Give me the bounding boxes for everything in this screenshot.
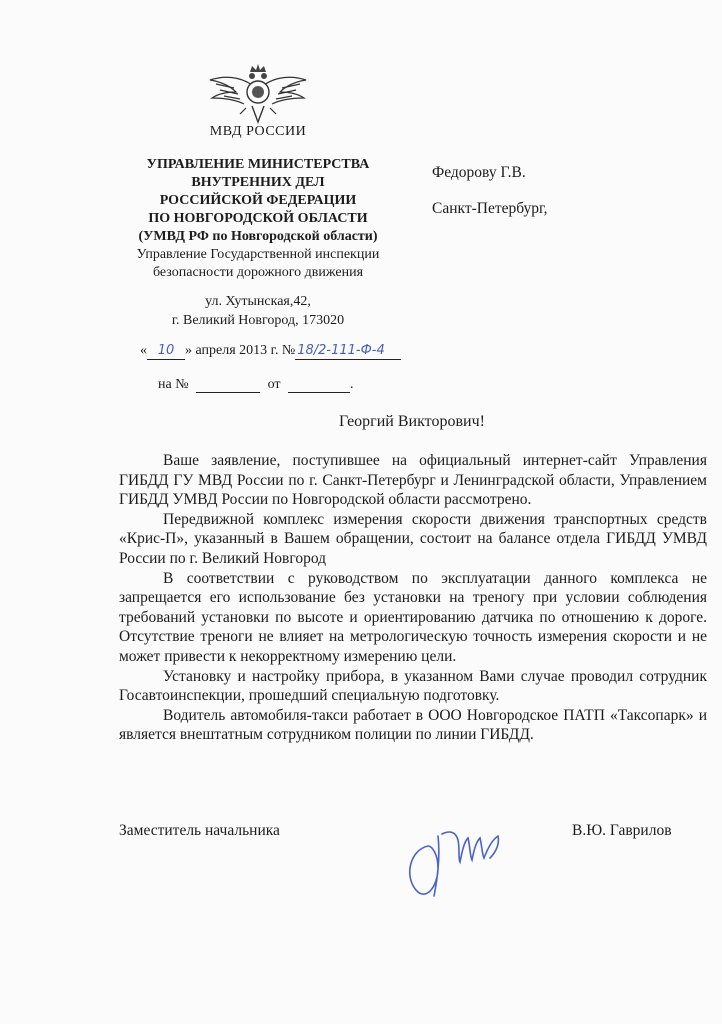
open-quote: « (140, 343, 147, 358)
org-line: (УМВД РФ по Новгородской области) (138, 229, 378, 244)
date-number-line (140, 343, 401, 360)
date-day-handwritten: 10 (157, 343, 175, 358)
body-paragraph: Ваше заявление, поступившее на официальный интернет-сайт Управления ГИБДД ГУ МВД России по г. Санкт-Петербург и Ленинградской области, Управлением ГИБДД УМВД России по Новгородской области рассмотрено. (119, 452, 707, 509)
signatory-title: Заместитель начальника (119, 822, 280, 839)
body-paragraph: Установку и настройку прибора, в указанном Вами случае проводил сотрудник Госавтоинспекции, прошедший специальную подготовку. (119, 667, 707, 705)
ministry-short-name: МВД РОССИИ (209, 124, 307, 139)
handwritten-signature-icon (398, 806, 508, 906)
body-paragraph: Передвижной комплекс измерения скорости движения транспортных средств «Крис-П», указанный в Вашем обращении, состоит на балансе отдела ГИБДД УМВД России по г. Великий Новгород (119, 510, 707, 567)
close-quote: » (185, 343, 192, 358)
ref-date-blank (288, 378, 350, 393)
body-paragraph: В соответствии с руководством по эксплуатации данного комплекса не запрещается его использование без установки на треногу при условии соблюдения требований установки по высоте и ориентированию датчика по отношению к дороге. Отсутствие треноги не влияет на метрологическую точность измерения скорости и не может привести к некорректному измерению цели. (119, 569, 707, 665)
dept-line: Управление Государственной инспекции (136, 247, 380, 262)
org-line: УПРАВЛЕНИЕ МИНИСТЕРСТВА (146, 157, 370, 172)
signatory-name: В.Ю. Гаврилов (572, 822, 672, 839)
address-street: ул. Хутынская,42, (205, 294, 311, 309)
org-line: ПО НОВГОРОДСКОЙ ОБЛАСТИ (148, 211, 368, 226)
body-paragraph: Водитель автомобиля-такси работает в ООО Новгородское ПАТП «Таксопарк» и является внештатным сотрудником полиции по линии ГИБДД. (119, 706, 707, 744)
salutation-row (0, 413, 722, 431)
ref-prefix: на № (158, 377, 189, 392)
addressee-name: Федорову Г.В. (432, 164, 526, 181)
letter-number-handwritten: 18/2-111-Ф-4 (297, 343, 385, 358)
ref-suffix: . (350, 377, 354, 392)
org-line: РОССИЙСКОЙ ФЕДЕРАЦИИ (159, 193, 357, 208)
salutation: Георгий Викторович! (339, 413, 485, 430)
addressee-city: Санкт-Петербург, (432, 200, 548, 217)
mvd-emblem-icon (206, 56, 310, 124)
org-line: ВНУТРЕННИХ ДЕЛ (191, 175, 325, 190)
address-city: г. Великий Новгород, 173020 (171, 313, 345, 328)
date-day-field (147, 343, 185, 360)
ref-number-blank (196, 378, 260, 393)
dept-line: безопасности дорожного движения (152, 265, 364, 280)
ref-from: от (267, 377, 281, 392)
letter-body (119, 451, 707, 745)
letter-number-field (295, 343, 401, 360)
reference-line (158, 377, 354, 393)
date-month-year: апреля 2013 г. № (192, 343, 296, 358)
